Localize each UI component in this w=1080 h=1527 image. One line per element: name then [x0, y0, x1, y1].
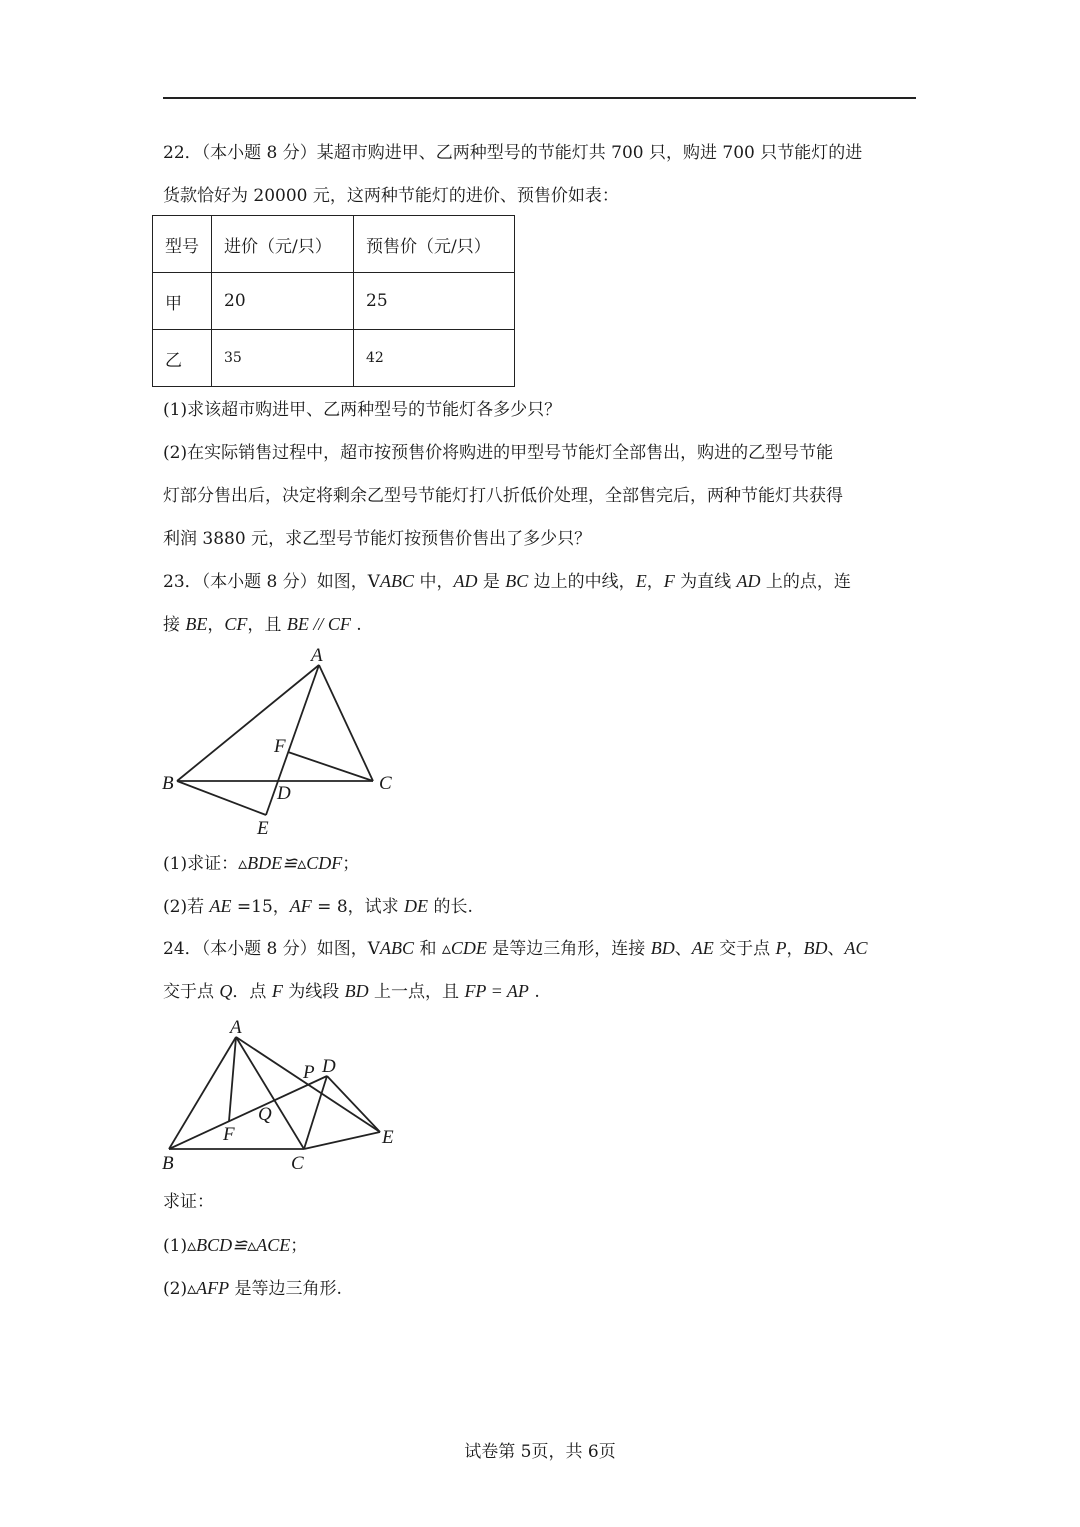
- q24-line2: [163, 979, 540, 1004]
- text: .: [350, 615, 362, 635]
- segment-ac-2: [236, 1037, 304, 1149]
- segment-be: [177, 781, 266, 815]
- label-e-2: E: [382, 1127, 394, 1148]
- math: BE: [185, 614, 208, 634]
- text: 是等边三角形，连接: [486, 939, 651, 959]
- math: DE: [404, 896, 429, 916]
- table-cell: 甲: [153, 273, 212, 330]
- text: =15，: [231, 897, 290, 917]
- segment-de: [327, 1076, 380, 1132]
- label-d-2: D: [322, 1056, 336, 1077]
- math: BE // CF: [286, 614, 351, 634]
- math: AE: [209, 896, 232, 916]
- label-c: C: [379, 773, 392, 794]
- math: AF: [289, 896, 312, 916]
- segment-af: [229, 1037, 236, 1121]
- math: ABC: [380, 938, 415, 958]
- math: AD: [736, 571, 761, 591]
- text: ，: [207, 615, 225, 635]
- segment-cd: [304, 1076, 327, 1149]
- math: AE: [691, 938, 714, 958]
- text: 是等边三角形.: [229, 1279, 342, 1299]
- text: ；: [290, 1236, 308, 1256]
- text: 为线段: [282, 982, 345, 1002]
- math: P: [775, 938, 787, 958]
- math: AC: [844, 938, 868, 958]
- math: AD: [453, 571, 478, 591]
- label-f-2: F: [223, 1124, 235, 1145]
- page-footer: 试卷第 5页，共 6页: [464, 1442, 616, 1462]
- label-b: B: [162, 773, 174, 794]
- math: ▵CDE: [441, 938, 487, 958]
- table-header-model: 型号: [153, 216, 212, 273]
- segment-fc: [288, 752, 373, 781]
- text: ，且: [247, 615, 287, 635]
- segment-ce: [304, 1132, 380, 1149]
- text: 交于点: [163, 982, 220, 1002]
- math: F: [663, 571, 675, 591]
- text: ，: [646, 572, 664, 592]
- label-f: F: [274, 736, 286, 757]
- q24-line1: [163, 936, 868, 961]
- text: ；: [342, 854, 360, 874]
- text: ．点: [232, 982, 272, 1002]
- text: 边上的中线，: [528, 572, 636, 592]
- label-b-2: B: [162, 1153, 174, 1174]
- label-a-2: A: [230, 1017, 242, 1038]
- math: E: [635, 571, 647, 591]
- math: ▵AFP: [187, 1278, 230, 1298]
- label-e: E: [257, 818, 269, 839]
- q22-line2: 货款恰好为 20000 元，这两种节能灯的进价、预售价如表：: [163, 186, 619, 206]
- table-cell: 20: [212, 273, 354, 330]
- table-cell: 25: [354, 273, 515, 330]
- table-header-presale: 预售价（元/只）: [354, 216, 515, 273]
- text: 中，: [414, 572, 454, 592]
- q22-part2-line2: 灯部分售出后，决定将剩余乙型号节能灯打八折低价处理，全部售完后，两种节能灯共获得: [163, 486, 843, 506]
- label-d: D: [277, 783, 291, 804]
- text: 接: [163, 615, 186, 635]
- q24-part1: [163, 1233, 307, 1258]
- text: 是: [477, 572, 506, 592]
- text: 的长.: [428, 897, 473, 917]
- table-cell: 乙: [153, 330, 212, 387]
- math: Q: [219, 981, 233, 1001]
- text: 上的点，连: [760, 572, 851, 592]
- q24-prove: 求证：: [163, 1192, 214, 1212]
- text: 为直线: [674, 572, 737, 592]
- table-cell: 35: [212, 330, 354, 387]
- q24-part2: [163, 1276, 342, 1301]
- text: (1): [163, 1236, 188, 1256]
- table-header-cost: 进价（元/只）: [212, 216, 354, 273]
- math: BD: [803, 938, 828, 958]
- segment-ac: [319, 665, 373, 781]
- label-c-2: C: [291, 1153, 304, 1174]
- math: BC: [505, 571, 529, 591]
- text: = 8，试求: [311, 897, 405, 917]
- math: BD: [344, 981, 369, 1001]
- text: 、: [827, 939, 845, 959]
- label-q: Q: [258, 1104, 272, 1125]
- table-cell: 42: [354, 330, 515, 387]
- text: (2): [163, 1279, 188, 1299]
- label-p: P: [303, 1062, 315, 1083]
- text: 、: [674, 939, 692, 959]
- label-a: A: [311, 645, 323, 666]
- text: ，: [786, 939, 804, 959]
- q23-part1: [163, 851, 359, 876]
- math: ▵BCD≌▵ACE: [187, 1235, 291, 1255]
- text: 24．（本小题 8 分）如图，V: [163, 939, 381, 959]
- math: BD: [650, 938, 675, 958]
- text: 和: [414, 939, 442, 959]
- q22-part2-line3: 利润 3880 元，求乙型号节能灯按预售价售出了多少只？: [163, 529, 592, 549]
- math: FP = AP: [464, 981, 529, 1001]
- text: 交于点: [713, 939, 776, 959]
- text: (1)求证：: [163, 854, 239, 874]
- q22-part1: (1)求该超市购进甲、乙两种型号的节能灯各多少只？: [163, 400, 562, 420]
- math: ABC: [380, 571, 415, 591]
- math: CF: [224, 614, 248, 634]
- math: F: [271, 981, 283, 1001]
- text: 23．（本小题 8 分）如图，V: [163, 572, 381, 592]
- text: (2)若: [163, 897, 210, 917]
- math: ▵BDE≌▵CDF: [238, 853, 343, 873]
- q23-part2: [163, 894, 473, 919]
- q22-line1: 22．（本小题 8 分）某超市购进甲、乙两种型号的节能灯共 700 只，购进 700 只节能灯的进: [163, 143, 863, 163]
- q22-part2-line1: (2)在实际销售过程中，超市按预售价将购进的甲型号节能灯全部售出，购进的乙型号节能: [163, 443, 834, 463]
- segment-bd: [169, 1076, 327, 1149]
- text: .: [528, 982, 540, 1002]
- text: 上一点，且: [368, 982, 465, 1002]
